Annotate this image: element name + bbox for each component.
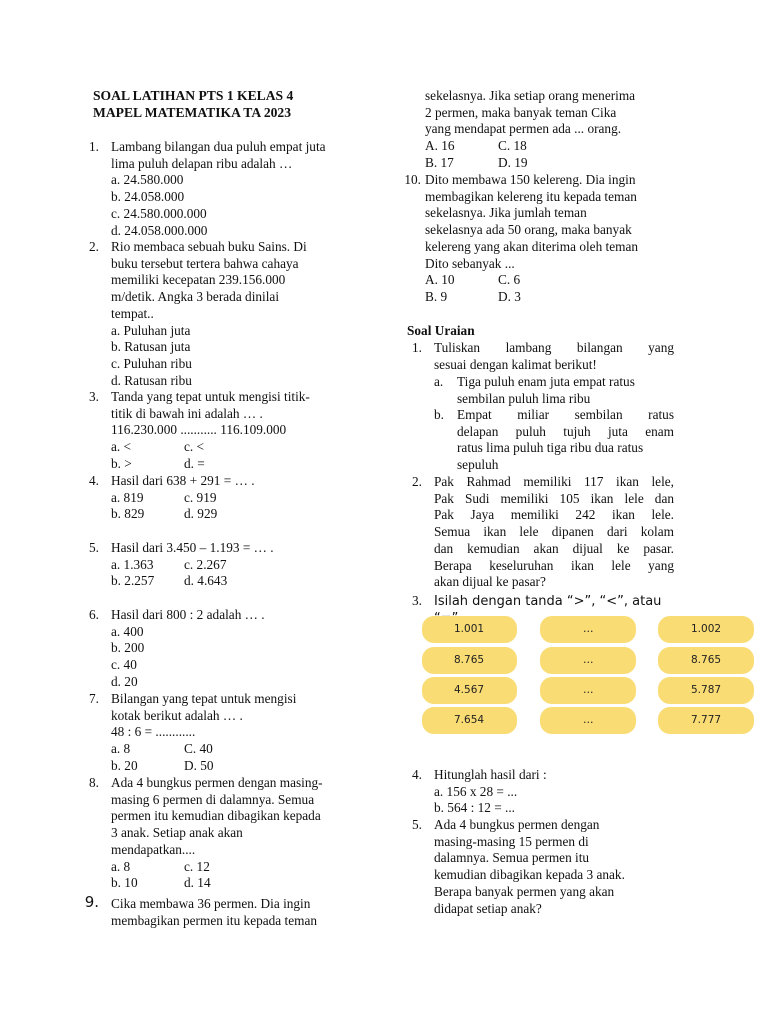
essay-q4-line: a. 156 x 28 = ... [434,783,518,799]
q4-option: b. 829 [111,506,145,522]
q2-line: memiliki kecepatan 239.156.000 [111,272,286,288]
q3-line: titik di bawah ini adalah … . [111,405,263,421]
essay-q5-line: masing-masing 15 permen di [434,833,589,849]
compare-left-value: 8.765 [454,654,485,667]
q1-number: 1. [89,139,99,154]
q6-line: Hasil dari 800 : 2 adalah … . [111,607,265,622]
q4-line: Hasil dari 638 + 291 = … . [111,473,255,488]
q1-line: Lambang bilangan dua puluh empat juta [111,139,326,154]
q9-number: 9. [84,893,99,911]
essay-section-title: Soal Uraian [407,323,475,338]
q6-option: d. 20 [111,673,138,689]
q10-line: sekelasnya ada 50 orang, maka banyak [425,222,632,238]
essay-q4-line: b. 564 : 12 = ... [434,800,516,816]
q3-line: Tanda yang tepat untuk mengisi titik- [111,389,310,404]
q7-line: kotak berikut adalah … . [111,707,243,723]
q7-line: Bilangan yang tepat untuk mengisi [111,691,297,706]
q9-line: membagikan permen itu kepada teman [111,912,318,928]
compare-right-cell [658,677,754,704]
compare-left-value: 7.654 [454,714,485,727]
essay-q5-line: kemudian dibagikan kepada 3 anak. [434,867,625,883]
compare-right-cell [658,616,754,643]
essay-q1a-label: a. [434,374,444,389]
essay-q3-number: 3. [412,593,422,608]
q4-option: c. 919 [184,489,217,505]
q7-option: D. 50 [184,757,214,773]
q5-option: d. 4.643 [184,573,228,589]
essay-q2-question [434,474,674,591]
compare-answer-cell[interactable] [540,647,636,674]
essay-q2-line: dan kemudian akan dijual ke pasar. [434,540,674,556]
q10-option: D. 3 [498,288,521,304]
essay-q1-number: 1. [412,340,422,355]
q8-number: 8. [89,775,99,790]
q8-option: a. 8 [111,858,131,874]
q3-option: a. < [111,439,132,455]
q8-line: mendapatkan.... [111,841,196,857]
q1-line: lima puluh delapan ribu adalah … [111,155,293,171]
compare-left-value: 4.567 [454,684,485,697]
q2-number: 2. [89,239,99,254]
essay-q5-line: Berapa banyak permen yang akan [434,883,615,899]
essay-q1b-text [457,407,674,474]
essay-q2-number: 2. [412,474,422,489]
q3-line: 116.230.000 ........... 116.109.000 [111,422,287,438]
q8-option: b. 10 [111,875,138,891]
compare-answer-blank: … [583,623,594,636]
essay-q1a-text [457,374,674,407]
compare-left-cell [422,647,517,674]
q2-option: c. Puluhan ribu [111,355,192,371]
essay-q2-line: Pak Jaya memiliki 242 ikan lele. [434,507,674,523]
q10-line: sekelasnya. Jika jumlah teman [425,205,587,221]
q10-question [425,172,638,306]
q7-line: 48 : 6 = ............ [111,724,196,740]
essay-q4-question [434,767,547,817]
q8-line: 3 anak. Setiap anak akan [111,825,243,841]
essay-q1-line: Tuliskan lambang bilangan yang [434,340,674,355]
compare-answer-cell[interactable] [540,616,636,643]
essay-q5-line: Ada 4 bungkus permen dengan [434,817,600,832]
q3-option: b. > [111,455,132,471]
q2-line: tempat.. [111,305,154,321]
q6-option: a. 400 [111,623,144,639]
q2-line: Rio membaca sebuah buku Sains. Di [111,239,307,254]
compare-answer-blank: … [583,654,594,667]
essay-q4-number: 4. [412,767,422,782]
q4-option: d. 929 [184,506,218,522]
compare-left-cell [422,707,517,734]
q3-option: d. = [184,455,205,471]
q2-option: b. Ratusan juta [111,339,191,355]
essay-q1a-line: sembilan puluh lima ribu [457,390,591,406]
q2-line: m/detik. Angka 3 berada dinilai [111,289,280,305]
compare-right-cell [658,707,754,734]
q9-line: sekelasnya. Jika setiap orang menerima [425,88,636,103]
compare-answer-blank: … [583,714,594,727]
doc-title-line1: SOAL LATIHAN PTS 1 KELAS 4 [93,88,294,103]
compare-left-value: 1.001 [454,623,485,636]
q1-option: c. 24.580.000.000 [111,205,207,221]
q7-option: C. 40 [184,741,213,757]
q8-option: c. 12 [184,858,210,874]
essay-q4-line: Hitunglah hasil dari : [434,767,547,782]
q2-option: a. Puluhan juta [111,322,191,338]
q8-line: Ada 4 bungkus permen dengan masing- [111,775,323,790]
q5-option: b. 2.257 [111,573,155,589]
q4-option: a. 819 [111,489,144,505]
q6-question [111,607,265,691]
q10-line: Dito membawa 150 kelereng. Dia ingin [425,172,636,187]
q5-option: c. 2.267 [184,556,227,572]
q9-option: D. 19 [498,154,528,170]
essay-q1a-line: Tiga puluh enam juta empat ratus [457,374,635,389]
essay-q1-question [434,340,674,373]
essay-q5-question [434,817,625,917]
q7-option: b. 20 [111,757,138,773]
essay-q5-number: 5. [412,817,422,832]
q10-line: kelereng yang akan diterima oleh teman [425,238,639,254]
q5-question [111,540,274,590]
q9-option: C. 18 [498,138,527,154]
q10-option: B. 9 [425,288,448,304]
q9-line: yang mendapat permen ada ... orang. [425,121,622,137]
q9-question-part1 [111,896,317,929]
q5-option: a. 1.363 [111,556,154,572]
essay-q2-line: Semua ikan lele dipanen dari kolam [434,524,674,540]
compare-right-value: 5.787 [691,684,722,697]
q3-option: c. < [184,439,205,455]
q1-question [111,139,326,239]
essay-q1b-line: Empat miliar sembilan ratus [457,407,674,422]
q9-line: 2 permen, maka banyak teman Cika [425,104,617,120]
essay-q5-line: didapat setiap anak? [434,900,542,916]
q10-line: membagikan kelereng itu kepada teman [425,188,637,204]
q9-question-part2 [425,88,635,172]
q5-number: 5. [89,540,99,555]
essay-q2-line: Pak Rahmad memiliki 117 ikan lele, [434,474,674,489]
q9-option: A. 16 [425,138,455,154]
q2-question [111,239,307,389]
q4-question [111,473,255,523]
compare-answer-blank: … [583,684,594,697]
essay-q5-line: dalamnya. Semua permen itu [434,850,590,866]
essay-q1-line: sesuai dengan kalimat berikut! [434,356,597,372]
q2-option: d. Ratusan ribu [111,372,192,388]
doc-title-line2: MAPEL MATEMATIKA TA 2023 [93,105,292,120]
q10-number: 10. [404,172,421,187]
compare-right-value: 1.002 [691,623,722,636]
essay-q2-line: Berapa keseluruhan ikan lele yang [434,557,674,573]
q2-line: buku tersebut tertera bahwa cahaya [111,255,299,271]
q9-option: B. 17 [425,154,454,170]
essay-q2-line: Pak Sudi memiliki 105 ikan lele dan [434,490,674,506]
q6-option: c. 40 [111,657,137,673]
q8-question [111,775,323,892]
essay-q3-line: Isilah dengan tanda “>”, “<”, atau [434,594,662,609]
q8-line: masing 6 permen di dalamnya. Semua [111,791,315,807]
compare-right-value: 7.777 [691,714,722,727]
q1-option: a. 24.580.000 [111,172,184,188]
q6-option: b. 200 [111,640,145,656]
essay-q2-line: akan dijual ke pasar? [434,574,546,590]
essay-q1b-line: delapan puluh tujuh juta enam [457,423,674,439]
q10-option: A. 10 [425,272,455,288]
compare-right-value: 8.765 [691,654,722,667]
q5-line: Hasil dari 3.450 – 1.193 = … . [111,540,274,555]
q7-number: 7. [89,691,99,706]
compare-left-cell [422,677,517,704]
q10-line: Dito sebanyak ... [425,255,515,271]
compare-answer-cell[interactable] [540,707,636,734]
q1-option: b. 24.058.000 [111,189,185,205]
q1-option: d. 24.058.000.000 [111,222,208,238]
essay-q1b-line: ratus lima puluh tiga ribu dua ratus [457,440,644,456]
essay-q1b-line: sepuluh [457,457,499,473]
q10-option: C. 6 [498,272,521,288]
compare-left-cell [422,616,517,643]
q8-option: d. 14 [184,875,211,891]
compare-right-cell [658,647,754,674]
q4-number: 4. [89,473,99,488]
q3-number: 3. [89,389,99,404]
q9-line: Cika membawa 36 permen. Dia ingin [111,896,311,911]
q7-question [111,691,296,775]
essay-q1b-label: b. [434,407,444,422]
compare-answer-cell[interactable] [540,677,636,704]
q8-line: permen itu kemudian dibagikan kepada [111,808,321,824]
q3-question [111,389,310,473]
q7-option: a. 8 [111,741,131,757]
q6-number: 6. [89,607,99,622]
